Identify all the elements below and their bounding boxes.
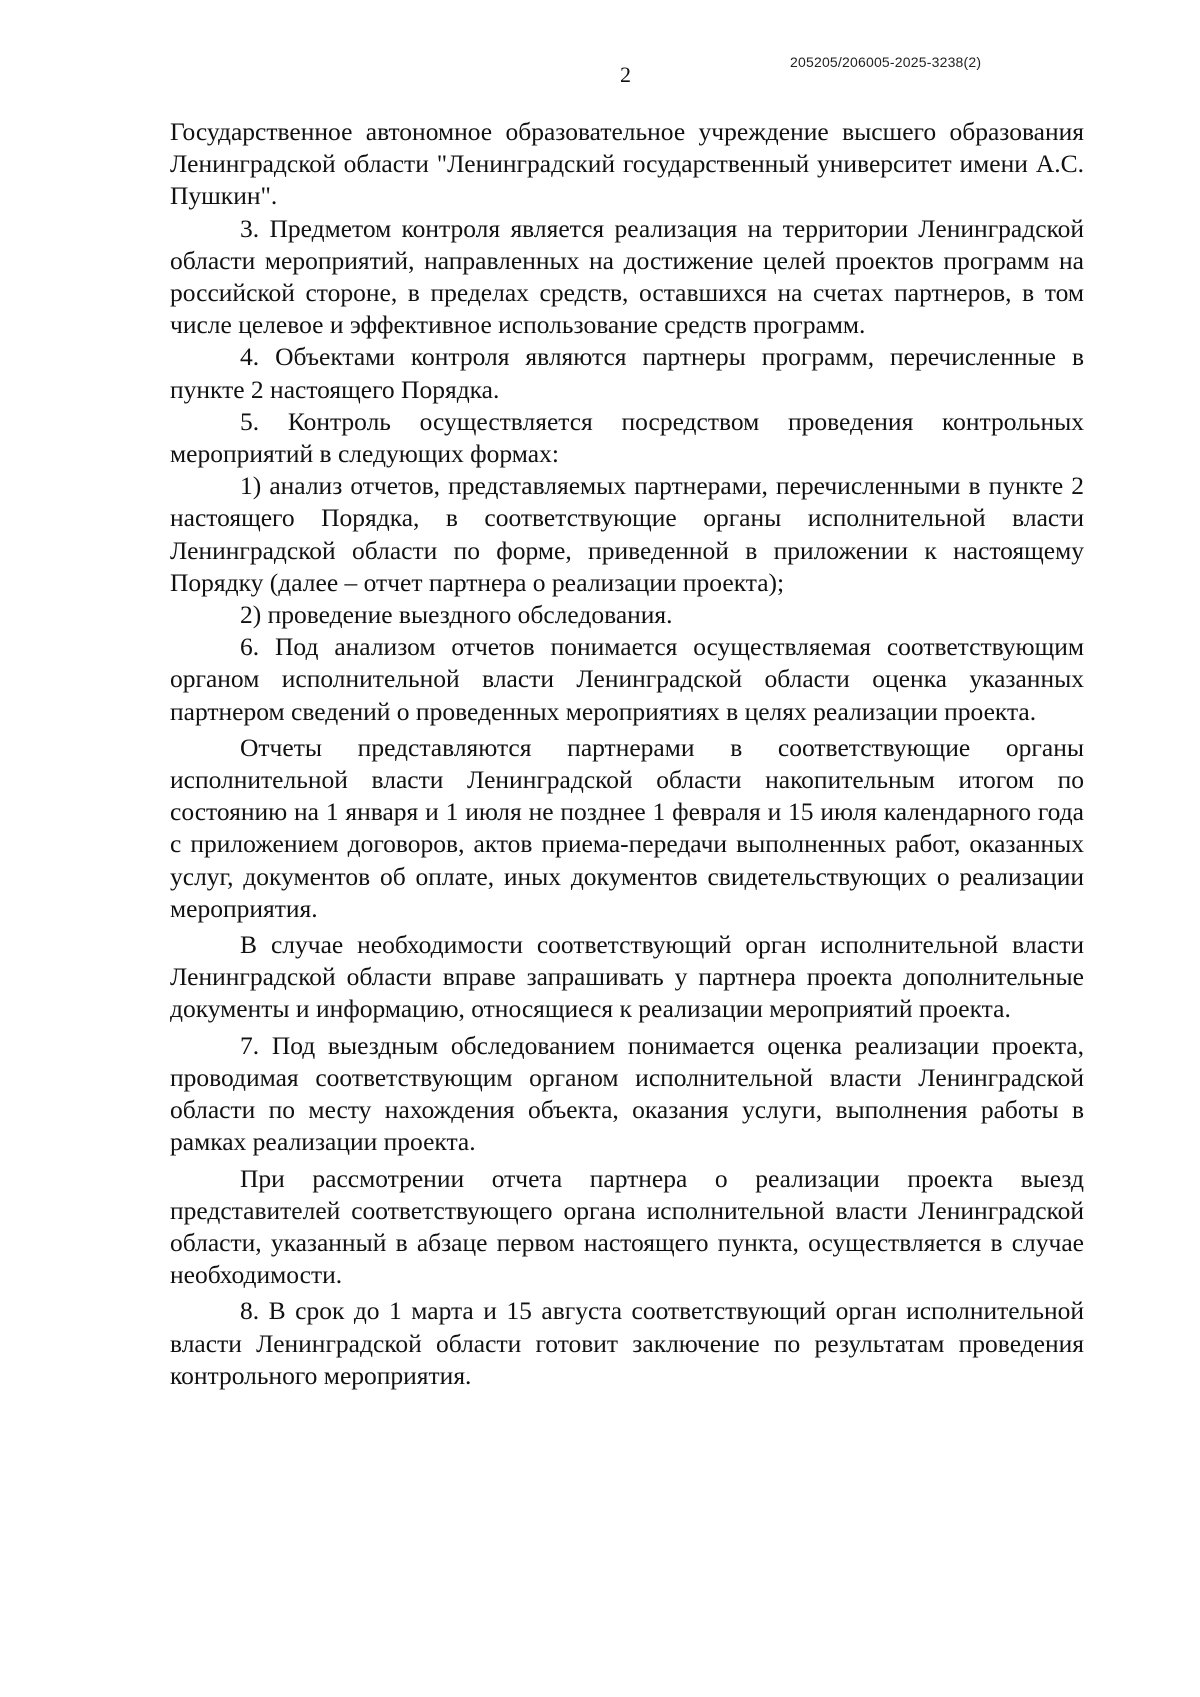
paragraph-item-7: 7. Под выездным обследованием понимается оценка реализации проекта, проводимая соответствующим органом исполнительной власти Ленинградской области по месту нахождения объекта, оказания услуги, выполнения работы в рамках реализации проекта. — [170, 1030, 1084, 1157]
registration-number: 205205/206005-2025-3238(2) — [790, 54, 982, 70]
page-number: 2 — [620, 62, 631, 87]
paragraph-reports-deadlines: Отчеты представляются партнерами в соответствующие органы исполнительной власти Ленинградской области накопительным итогом по состоянию на 1 января и 1 июля не позднее 1 февраля и 15 июля календарного года с приложением договоров, актов приема-передачи выполненных работ, оказанных услуг, документов об оплате, иных документов свидетельствующих о реализации мероприятия. — [170, 732, 1084, 923]
paragraph-subitem-1: 1) анализ отчетов, представляемых партнерами, перечисленными в пункте 2 настоящего Порядка, в соответствующие органы исполнительной власти Ленинградской области по форме, приведенной в приложении к настоящему Порядку (далее – отчет партнера о реализации проекта); — [170, 471, 1084, 597]
paragraph-site-visit: При рассмотрении отчета партнера о реализации проекта выезд представителей соответствующего органа исполнительной власти Ленинградской области, указанный в абзаце первом настоящего пункта, осуществляется в случае необходимости. — [170, 1163, 1084, 1290]
paragraph-subitem-2: 2) проведение выездного обследования. — [240, 600, 673, 630]
paragraph-item-4: 4. Объектами контроля являются партнеры программ, перечисленные в пункте 2 настоящего Порядка. — [170, 342, 1084, 404]
document-body — [170, 116, 1084, 1392]
paragraph-item-3: 3. Предметом контроля является реализация на территории Ленинградской области мероприятий, направленных на достижение целей проектов программ на российской стороне, в пределах средств, оставшихся на счетах партнеров, в том числе целевое и эффективное использование средств программ. — [170, 213, 1084, 340]
paragraph-item-5: 5. Контроль осуществляется посредством проведения контрольных мероприятий в следующих формах: — [170, 406, 1084, 469]
paragraph-additional-documents: В случае необходимости соответствующий орган исполнительной власти Ленинградской области вправе запрашивать у партнера проекта дополнительные документы и информацию, относящиеся к реализации мероприятий проекта. — [170, 930, 1084, 1024]
paragraph-item-8: 8. В срок до 1 марта и 15 августа соответствующий орган исполнительной власти Ленинградской области готовит заключение по результатам проведения контрольного мероприятия. — [170, 1296, 1084, 1390]
paragraph-organization-name: Государственное автономное образовательное учреждение высшего образования Ленинградской области "Ленинградский государственный университет имени А.С. Пушкин". — [170, 117, 1084, 211]
paragraph-item-6: 6. Под анализом отчетов понимается осуществляемая соответствующим органом исполнительной власти Ленинградской области оценка указанных партнером сведений о проведенных мероприятиях в целях реализации проекта. — [170, 632, 1084, 726]
